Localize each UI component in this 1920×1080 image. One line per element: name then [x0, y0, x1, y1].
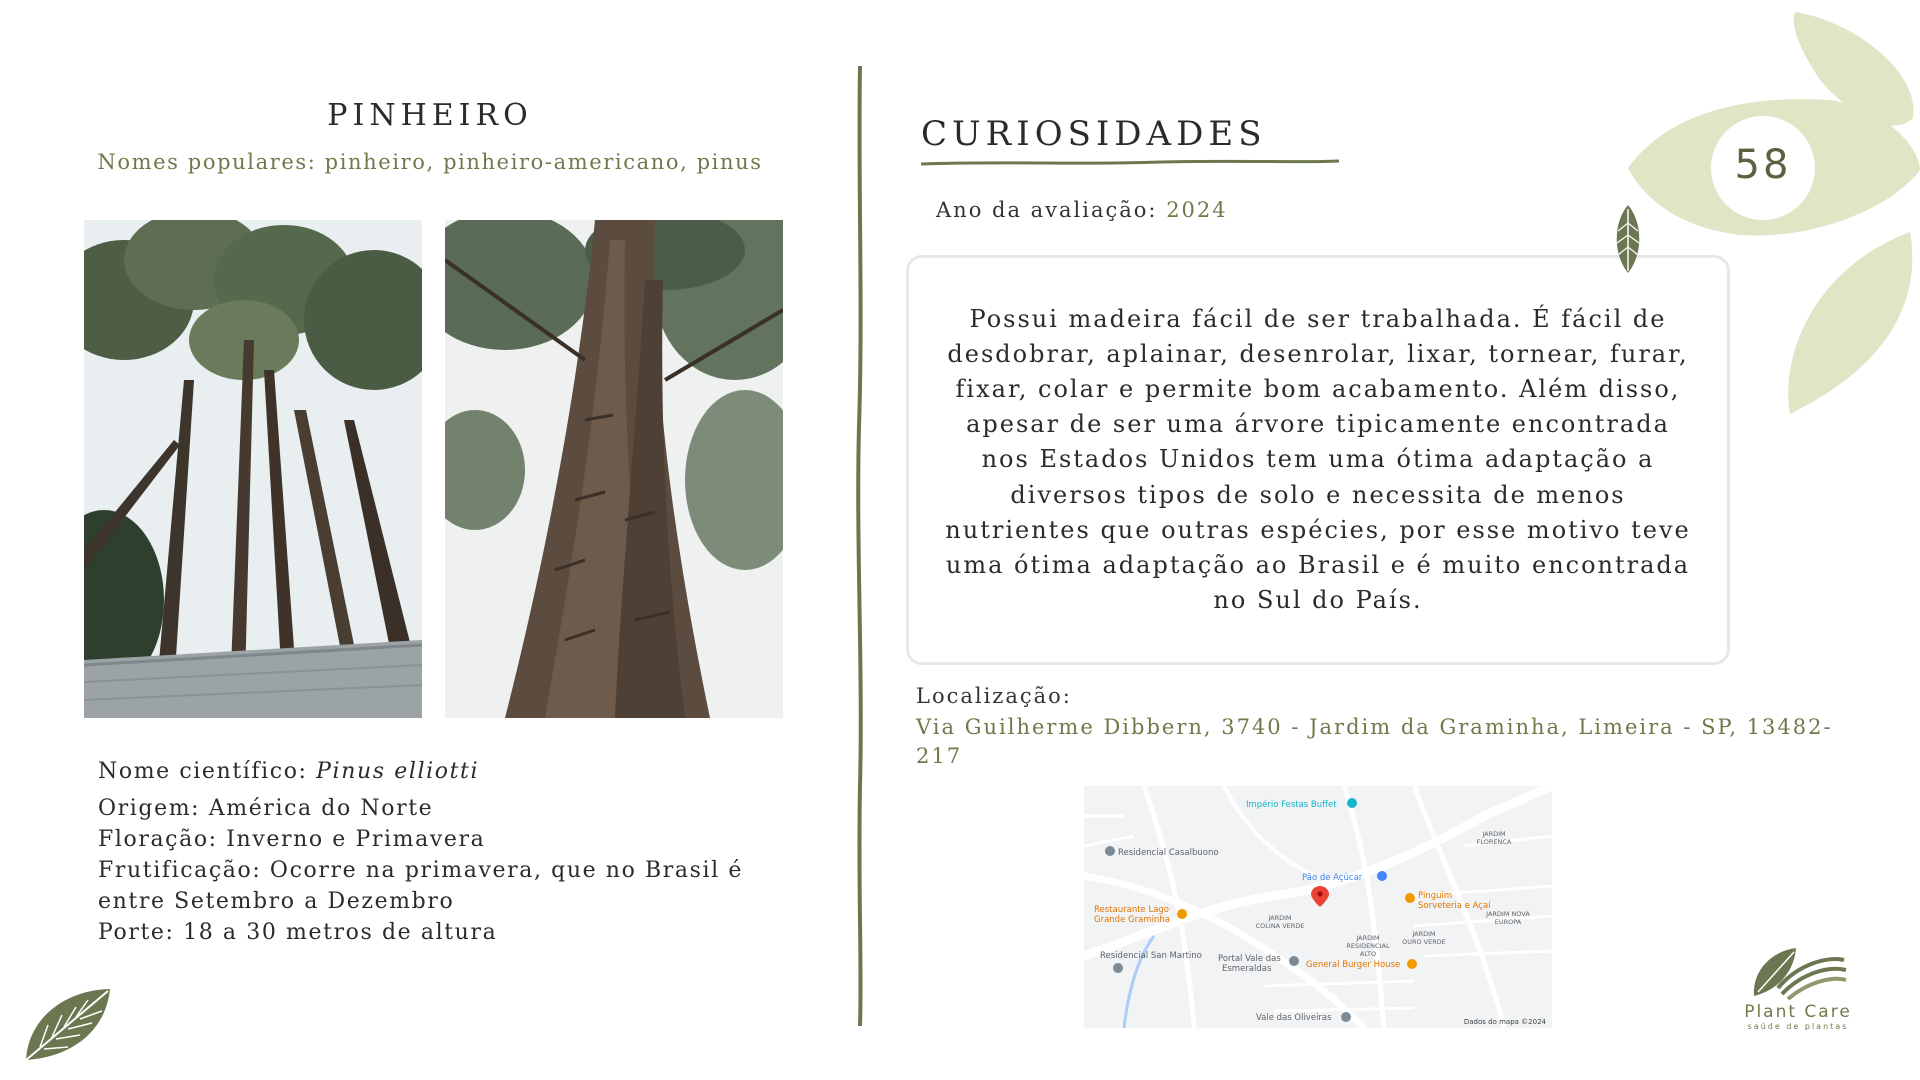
map-place-imperio: Império Festas Buffet — [1246, 800, 1337, 810]
plant-care-logo — [1748, 944, 1848, 1000]
map-district: OURO VERDE — [1402, 938, 1446, 946]
location-address: Via Guilherme Dibbern, 3740 - Jardim da Graminha, Limeira - SP, 13482-217 — [916, 715, 1833, 768]
map-district: JARDIM — [1412, 930, 1436, 938]
map-place-pinguim-2: Sorveteria e Açaí — [1418, 901, 1491, 911]
map-pin-icon — [1113, 963, 1123, 973]
map-district: EUROPA — [1494, 918, 1522, 926]
plant-facts — [98, 756, 778, 948]
leaf-icon — [18, 985, 114, 1065]
fruiting-text: Frutificação: Ocorre na primavera, que no Brasil é entre Setembro a Dezembro — [98, 858, 743, 914]
popular-names: Nomes populares: pinheiro, pinheiro-americano, pinus — [97, 150, 763, 174]
map-credit: Dados do mapa ©2024 — [1463, 1018, 1546, 1026]
location-map[interactable] — [1084, 786, 1552, 1028]
flowering-text: Floração: Inverno e Primavera — [98, 827, 486, 852]
map-district: FLORENCA — [1476, 838, 1512, 846]
scientific-name-label: Nome científico: — [98, 759, 317, 784]
map-pin-icon — [1405, 893, 1415, 903]
map-district: COLINA VERDE — [1255, 922, 1305, 930]
map-place-portal-2: Esmeraldas — [1222, 964, 1272, 974]
leaf-icon — [1610, 203, 1646, 275]
scientific-name — [98, 756, 778, 787]
map-pin-icon — [1407, 959, 1417, 969]
map-place-restaurante: Restaurante Lago — [1094, 905, 1170, 915]
vertical-divider — [852, 66, 868, 1026]
curiosities-title: CURIOSIDADES — [921, 114, 1267, 154]
map-district: JARDIM — [1268, 914, 1292, 922]
map-place-casalbuono: Residencial Casalbuono — [1118, 848, 1219, 858]
map-place-pao: Pão de Açúcar — [1302, 873, 1363, 883]
map-district: JARDIM NOVA — [1486, 910, 1530, 918]
map-place-oliveiras: Vale das Oliveiras — [1256, 1013, 1332, 1023]
map-district: ALTO — [1359, 950, 1377, 958]
map-place-burger: General Burger House — [1306, 960, 1401, 970]
map-pin-icon — [1341, 1012, 1351, 1022]
evaluation-year — [936, 198, 1228, 222]
pine-trunk-photo — [445, 220, 783, 718]
map-place-restaurante-2: Grande Graminha — [1094, 915, 1170, 925]
curiosities-card — [906, 255, 1730, 665]
pine-trees-photo — [84, 220, 422, 718]
brand-name: Plant Care — [1744, 1002, 1852, 1022]
map-pin-icon — [1377, 871, 1387, 881]
scientific-name-value: Pinus elliotti — [316, 759, 480, 784]
evaluation-year-value: 2024 — [1166, 198, 1228, 222]
title-underline — [921, 158, 1341, 168]
map-place-pinguim: Pinguim — [1418, 891, 1453, 901]
map-district: JARDIM — [1482, 830, 1506, 838]
map-place-sanmartino: Residencial San Martino — [1100, 951, 1202, 961]
map-pin-icon — [1177, 909, 1187, 919]
evaluation-year-label: Ano da avaliação: — [936, 198, 1167, 222]
curiosities-text: Possui madeira fácil de ser trabalhada. É fácil de desdobrar, aplainar, desenrolar, lixar, tornear, furar, fixar, colar e permite bom acabamento. Além disso, apesar de ser uma árvore tipicamente encontrada nos Estados Unidos tem uma ótima adaptação a diversos tipos de solo e necessita de menos nutrientes que outras espécies, por esse motivo teve uma ótima adaptação ao Brasil e é muito encontrada no Sul do País. — [945, 304, 1691, 615]
brand-tagline: saúde de plantas — [1747, 1022, 1849, 1031]
map-pin-icon — [1105, 846, 1115, 856]
map-pin-icon — [1289, 956, 1299, 966]
map-place-portal: Portal Vale das — [1218, 954, 1281, 964]
map-district: JARDIM — [1356, 934, 1380, 942]
map-district: RESIDENCIAL — [1346, 942, 1390, 950]
map-pin-icon — [1347, 798, 1357, 808]
plant-title: PINHEIRO — [327, 98, 533, 133]
page-number: 58 — [1734, 142, 1792, 188]
location-label: Localização: — [916, 684, 1072, 708]
origin-text: Origem: América do Norte — [98, 796, 434, 821]
size-text: Porte: 18 a 30 metros de altura — [98, 920, 498, 945]
